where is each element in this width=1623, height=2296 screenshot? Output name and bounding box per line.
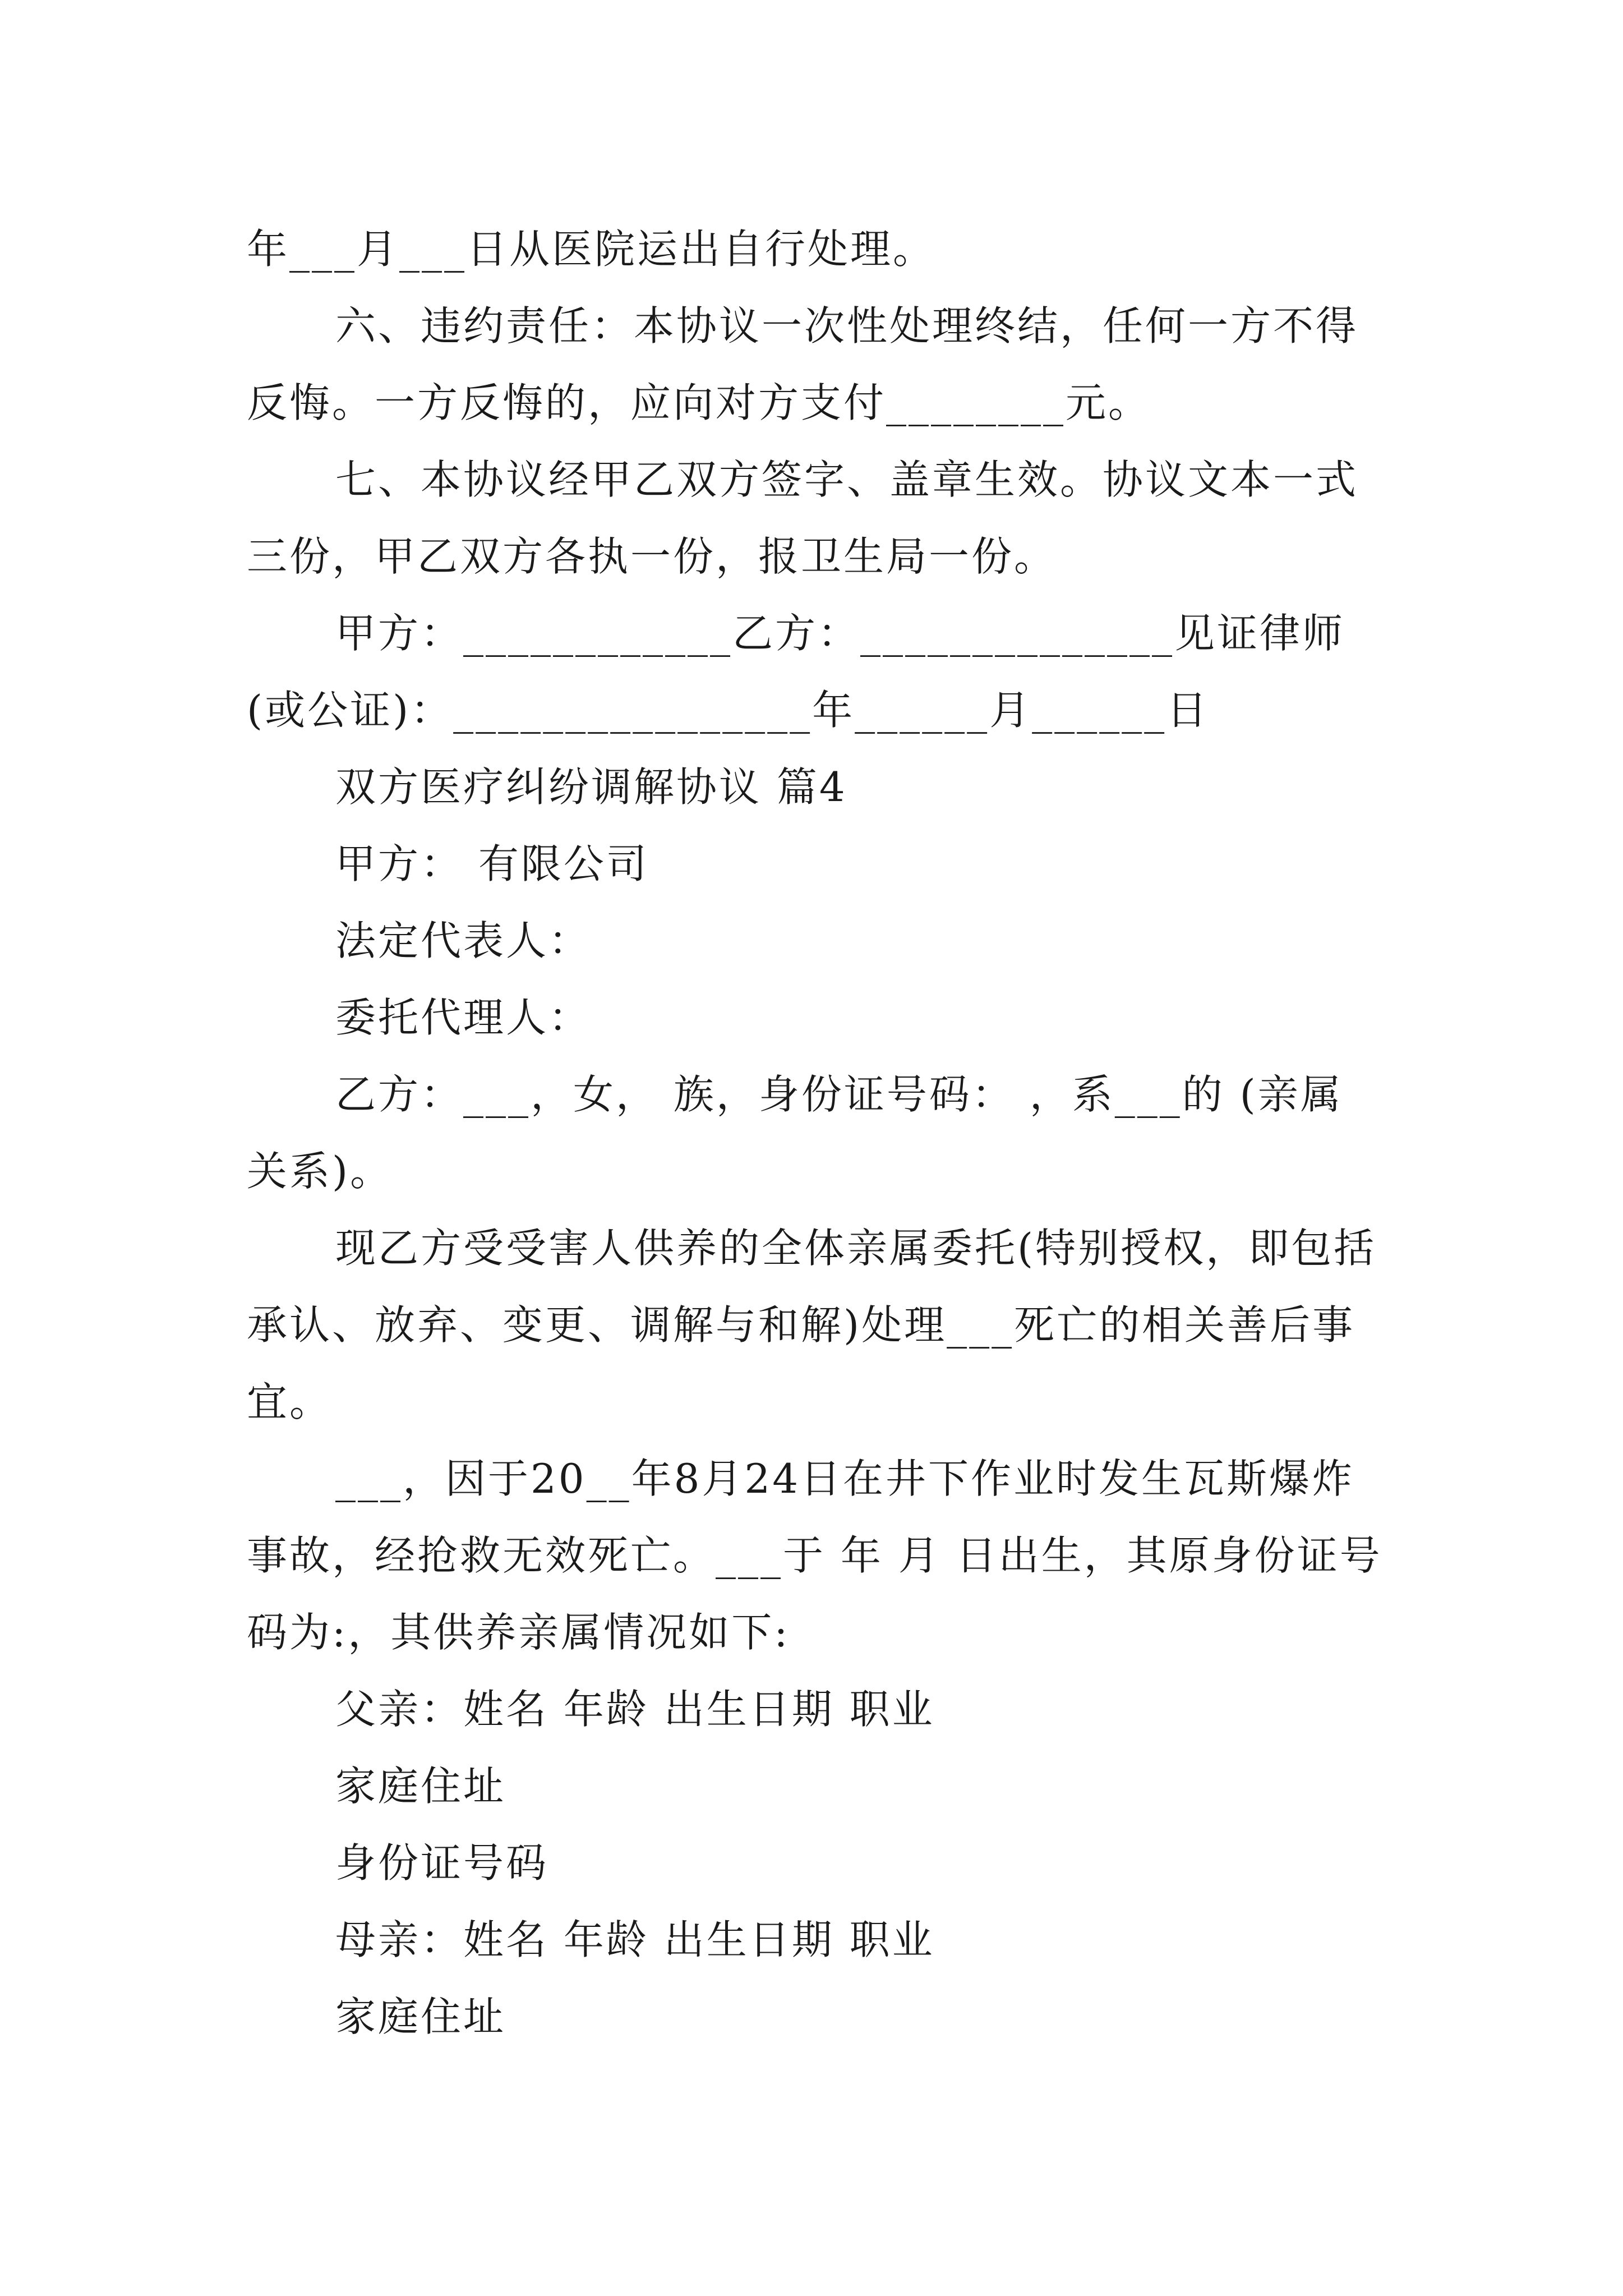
father-line: 父亲：姓名 年龄 出生日期 职业 <box>335 1686 935 1733</box>
section-heading: 双方医疗纠纷调解协议 篇4 <box>335 763 847 811</box>
paragraph-1: 年___月___日从医院运出自行处理。 <box>247 226 936 273</box>
father-id-line: 身份证号码 <box>335 1839 549 1887</box>
paragraph-2: 六、违约责任：本协议一次性处理终结，任何一方不得反悔。一方反悔的，应向对方支付________元。 <box>247 302 1359 426</box>
party-a-line: 甲方： 有限公司 <box>335 840 649 887</box>
paragraph-3: 七、本协议经甲乙双方签字、盖章生效。协议文本一式三份，甲乙双方各执一份，报卫生局一份。 <box>247 456 1359 580</box>
father-address-line: 家庭住址 <box>335 1763 506 1810</box>
paragraph-10: 现乙方受受害人供养的全体亲属委托(特别授权，即包括承认、放弃、变更、调解与和解)处理___死亡的相关善后事宜。 <box>247 1225 1377 1425</box>
party-b-line: 乙方：___，女， 族，身份证号码： ，系___的 (亲属关系)。 <box>247 1071 1343 1195</box>
mother-line: 母亲：姓名 年龄 出生日期 职业 <box>335 1916 935 1963</box>
mother-address-line: 家庭住址 <box>335 1993 506 2040</box>
document-body <box>247 211 1385 2055</box>
legal-representative-line: 法定代表人： <box>335 917 592 964</box>
agent-line: 委托代理人： <box>335 994 592 1041</box>
paragraph-11: ___，因于20__年8月24日在井下作业时发生瓦斯爆炸事故，经抢救无效死亡。___于 年 月 日出生，其原身份证号码为:，其供养亲属情况如下: <box>247 1455 1382 1656</box>
paragraph-4: 甲方：____________乙方：______________见证律师(或公证)：________________年______月______日 <box>247 610 1345 734</box>
